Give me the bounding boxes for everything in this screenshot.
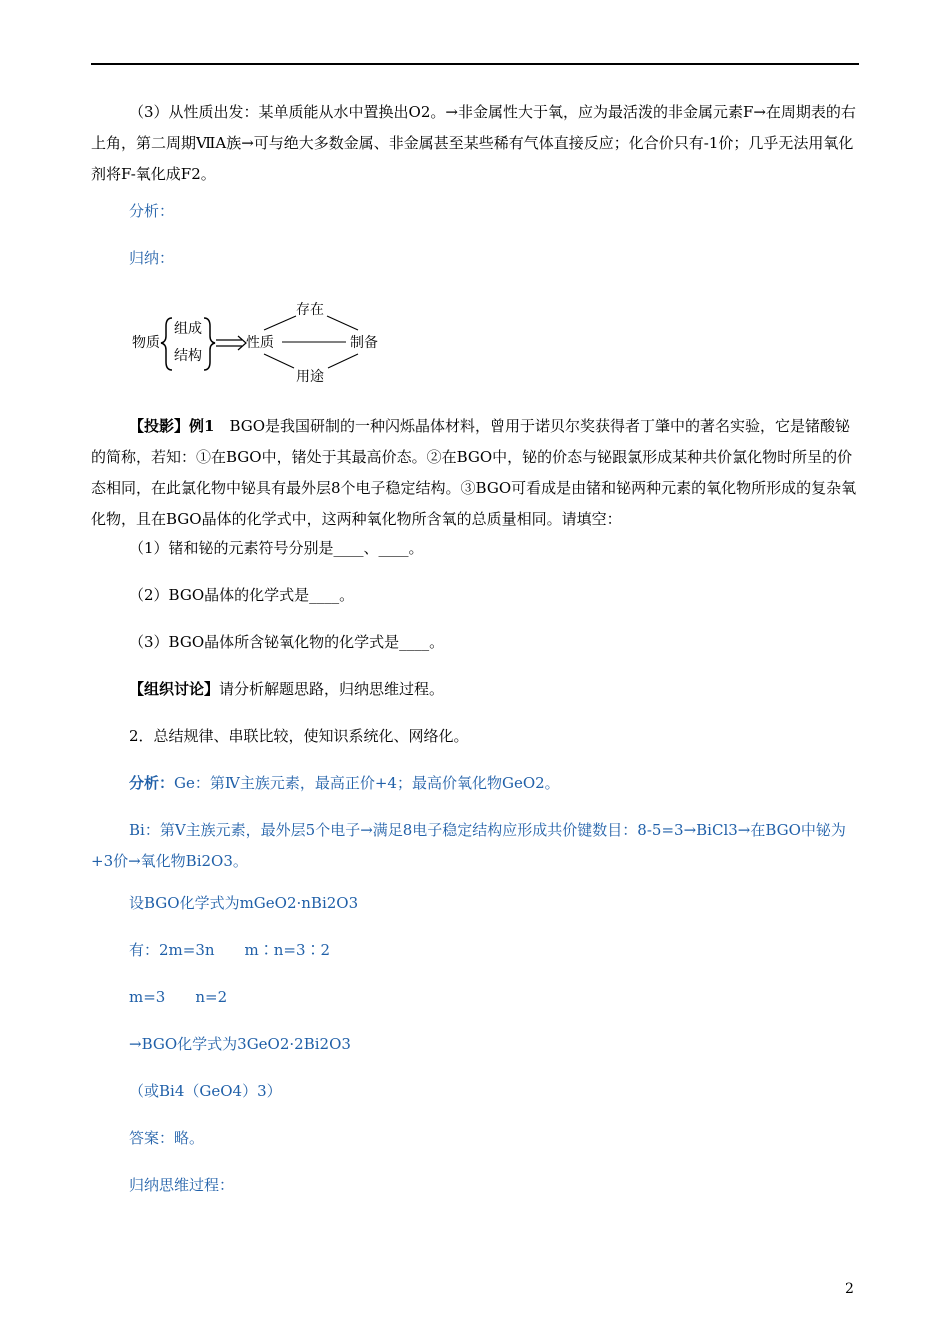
discussion-tag: 【组织讨论】 xyxy=(129,680,220,698)
diagram-yongtu: 用途 xyxy=(296,369,324,385)
answer: 答案：略。 xyxy=(129,1129,205,1147)
link-xingzhi-cunzai xyxy=(264,316,296,330)
analysis2-label: 分析： xyxy=(129,774,175,792)
link-cunzai-zhibei xyxy=(327,316,358,330)
summary-label: 归纳： xyxy=(129,249,175,267)
analysis-bi: Bi：第Ⅴ主族元素，最外层5个电子→满足8电子稳定结构应形成共价键数目：8-5=3→BiCl3→在BGO中铋为+3价→氧化物Bi2O3。 xyxy=(91,821,846,870)
equation: 有：2m=3n m∶n=3∶2 xyxy=(129,941,331,959)
result-formula: →BGO化学式为3GeO2·2Bi2O3 xyxy=(129,1035,351,1053)
double-arrow-head xyxy=(238,336,246,350)
analysis-label: 分析： xyxy=(129,202,175,220)
page-number: 2 xyxy=(845,1281,854,1297)
point-2: 2．总结规律、串联比较，使知识系统化、网络化。 xyxy=(129,727,469,745)
paragraph-property: （3）从性质出发：某单质能从水中置换出O2。→非金属性大于氧，应为最活泼的非金属元素F→在周期表的右上角，第二周期ⅦA族→可与绝大多数金属、非金属甚至某些稀有气体直接反应；化合价只有-1价；几乎无法用氧化剂将F-氧化成F2。 xyxy=(91,103,856,183)
link-xingzhi-yongtu xyxy=(264,354,294,368)
right-brace xyxy=(204,318,215,370)
question-2: （2）BGO晶体的化学式是____。 xyxy=(129,586,355,604)
analysis2-text: Ge：第Ⅳ主族元素，最高正价+4；最高价氧化物GeO2。 xyxy=(174,774,560,792)
example-1 xyxy=(91,411,859,535)
link-yongtu-zhibei xyxy=(328,354,358,368)
alternative-formula: （或Bi4（GeO4）3） xyxy=(129,1082,282,1100)
diagram-zhibei: 制备 xyxy=(350,335,378,351)
discussion-text: 请分析解题思路，归纳思维过程。 xyxy=(219,680,445,698)
diagram-cunzai: 存在 xyxy=(296,302,324,318)
mn-values: m=3 n=2 xyxy=(129,988,228,1006)
left-brace xyxy=(161,318,172,370)
diagram-xingzhi: 性质 xyxy=(246,335,274,351)
discussion xyxy=(91,674,859,705)
diagram-wuzhi: 物质 xyxy=(132,335,160,351)
header-rule xyxy=(91,63,859,65)
analysis-ge xyxy=(91,768,859,799)
example-text: BGO是我国研制的一种闪烁晶体材料，曾用于诺贝尔奖获得者丁肇中的著名实验，它是锗酸铋的简称，若知：①在BGO中，锗处于其最高价态。②在BGO中，铋的价态与铋跟氯形成某种共价氯化物时所呈的价态相同，在此氯化物中铋具有最外层8个电子稳定结构。③BGO可看成是由锗和铋两种元素的氧化物所形成的复杂氧化物，且在BGO晶体的化学式中，这两种氧化物所含氧的总质量相同。请填空： xyxy=(91,417,857,528)
process-label: 归纳思维过程： xyxy=(129,1176,235,1194)
example-tag: 【投影】 xyxy=(129,417,190,435)
example-label: 例1 xyxy=(189,417,215,435)
set-formula: 设BGO化学式为mGeO2·nBi2O3 xyxy=(129,894,359,912)
diagram-jiegou: 结构 xyxy=(174,348,202,364)
diagram-zucheng: 组成 xyxy=(174,321,202,337)
question-3: （3）BGO晶体所含铋氧化物的化学式是____。 xyxy=(129,633,445,651)
concept-diagram xyxy=(130,296,390,386)
question-1: （1）锗和铋的元素符号分别是____、____。 xyxy=(129,539,424,557)
